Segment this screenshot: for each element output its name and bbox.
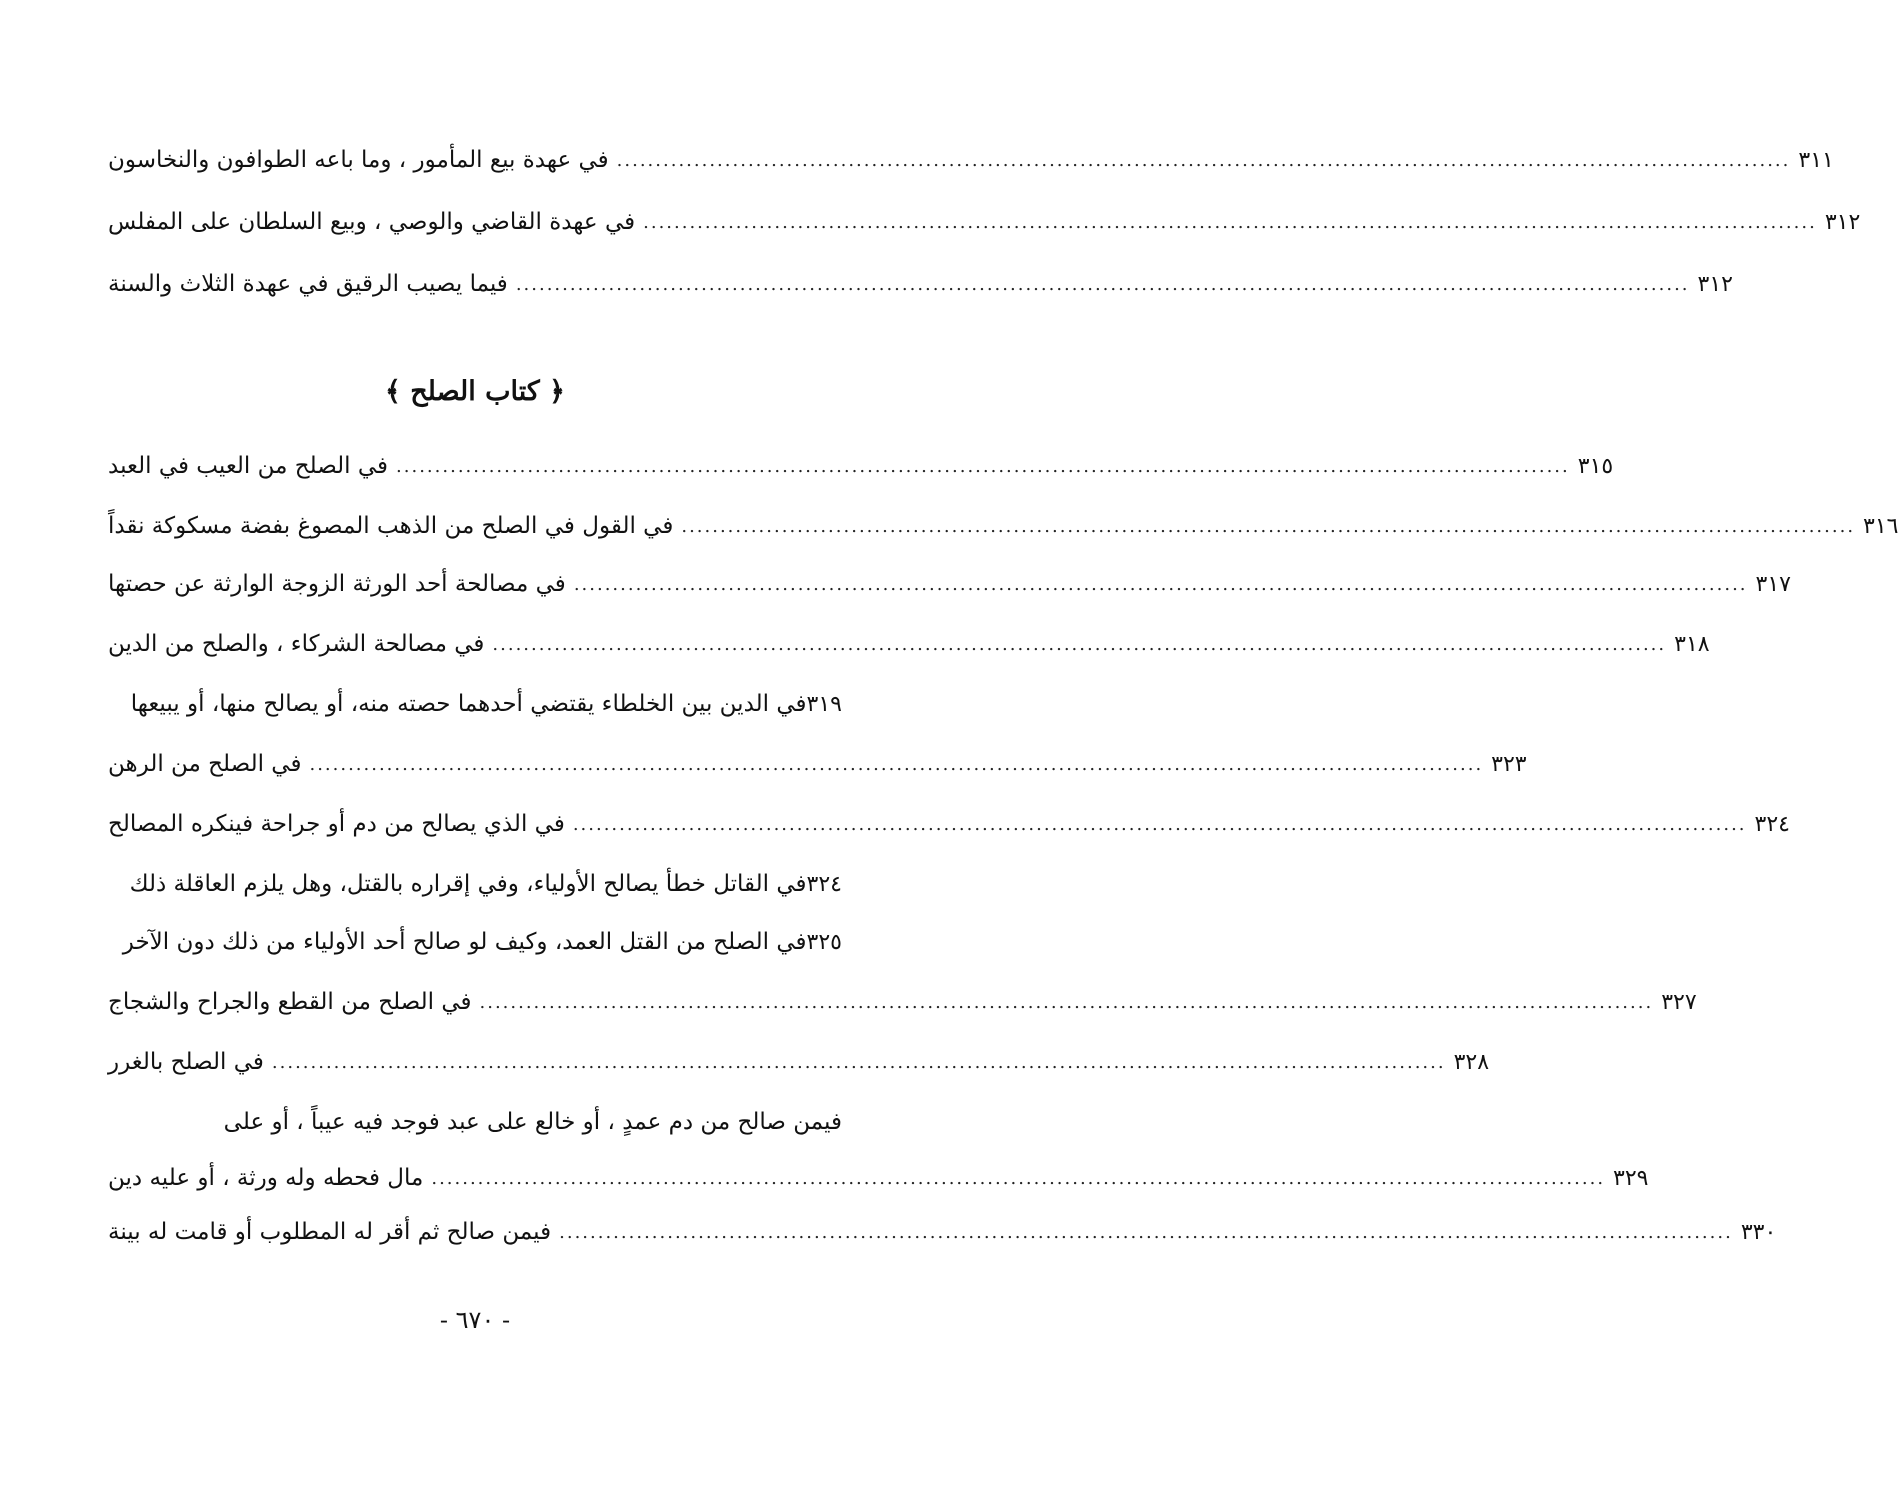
toc-entry-title: في القاتل خطأ يصالح الأولياء، وفي إقراره بالقتل، وهل يلزم العاقلة ذلك xyxy=(129,871,807,897)
dot-leader xyxy=(431,1168,1605,1189)
dot-leader xyxy=(396,456,1570,477)
toc-entry xyxy=(108,618,1710,670)
toc-entry-title: في عهدة بيع المأمور ، وما باعه الطوافون والنخاسون xyxy=(108,147,609,173)
toc-entry-page: ٣٢٥ xyxy=(806,929,842,955)
toc-entry xyxy=(108,1206,1777,1258)
toc-entry xyxy=(108,678,842,730)
toc-entry xyxy=(108,858,842,910)
toc-page xyxy=(108,0,1899,1498)
toc-entry-page: ٣١٩ xyxy=(806,691,842,717)
toc-entry xyxy=(108,196,1861,248)
toc-entry-title: في القول في الصلح من الذهب المصوغ بفضة مسكوكة نقداً xyxy=(108,513,674,539)
dot-leader xyxy=(480,992,1654,1013)
dot-leader xyxy=(681,516,1855,537)
toc-entry-page: ٣٢٨ xyxy=(1453,1049,1490,1075)
toc-entry-title: فيمن صالح من دم عمدٍ ، أو خالع على عبد فوجد فيه عيباً ، أو على xyxy=(223,1109,842,1135)
toc-entry-title: في الصلح من القتل العمد، وكيف لو صالح أحد الأولياء من ذلك دون الآخر xyxy=(122,929,807,955)
section-heading: ﴿ كتاب الصلح ﴾ xyxy=(385,376,565,407)
toc-entry-title: في مصالحة أحد الورثة الزوجة الوارثة عن حصتها xyxy=(108,571,566,597)
toc-entry xyxy=(108,1036,1490,1088)
toc-entry xyxy=(108,1096,842,1148)
dot-leader xyxy=(574,574,1748,595)
toc-entry xyxy=(108,258,1733,310)
dot-leader xyxy=(617,150,1791,171)
toc-entry-page: ٣١٦ xyxy=(1863,513,1899,539)
dot-leader xyxy=(573,814,1747,835)
dot-leader xyxy=(309,754,1483,775)
dot-leader xyxy=(559,1222,1733,1243)
toc-entry xyxy=(108,500,1899,552)
toc-entry-page: ٣٢٤ xyxy=(806,871,842,897)
page-number: - ٦٧٠ - xyxy=(439,1306,511,1334)
toc-entry xyxy=(108,738,1527,790)
toc-entry-title: فيمن صالح ثم أقر له المطلوب أو قامت له بينة xyxy=(108,1219,552,1245)
toc-entry-title: في الصلح من القطع والجراح والشجاج xyxy=(108,989,472,1015)
toc-entry-page: ٣٣٠ xyxy=(1740,1219,1777,1245)
toc-entry-page: ٣١٥ xyxy=(1577,453,1614,479)
toc-entry-page: ٣٢٧ xyxy=(1661,989,1697,1015)
toc-entry-page: ٣٢٩ xyxy=(1613,1165,1649,1191)
toc-entry-title: في الدين بين الخلطاء يقتضي أحدهما حصته منه، أو يصالح منها، أو يبيعها xyxy=(130,691,807,717)
toc-entry xyxy=(108,798,1790,850)
toc-entry-page: ٣١٧ xyxy=(1755,571,1791,597)
toc-entry-title: فيما يصيب الرقيق في عهدة الثلاث والسنة xyxy=(108,271,508,297)
toc-entry-title: في الصلح من العيب في العبد xyxy=(108,453,389,479)
toc-entry-page: ٣١١ xyxy=(1798,147,1834,173)
toc-entry xyxy=(108,976,1697,1028)
dot-leader xyxy=(516,274,1690,295)
dot-leader xyxy=(272,1052,1446,1073)
toc-entry xyxy=(108,440,1614,492)
toc-entry-title: في مصالحة الشركاء ، والصلح من الدين xyxy=(108,631,485,657)
toc-entry xyxy=(108,134,1834,186)
toc-entry xyxy=(108,916,842,968)
toc-entry-page: ٣١٢ xyxy=(1824,209,1861,235)
toc-entry-title: مال فحطه وله ورثة ، أو عليه دين xyxy=(108,1165,424,1191)
toc-entry-page: ٣٢٣ xyxy=(1491,751,1527,777)
toc-entry-page: ٣١٢ xyxy=(1697,271,1733,297)
dot-leader xyxy=(643,212,1817,233)
toc-entry-title: في عهدة القاضي والوصي ، وبيع السلطان على المفلس xyxy=(108,209,636,235)
toc-entry xyxy=(108,1152,1649,1204)
toc-entry-page: ٣٢٤ xyxy=(1754,811,1790,837)
toc-entry-page: ٣١٨ xyxy=(1674,631,1710,657)
toc-entry-title: في الصلح من الرهن xyxy=(108,751,302,777)
dot-leader xyxy=(492,634,1666,655)
toc-entry xyxy=(108,558,1791,610)
toc-entry-title: في الصلح بالغرر xyxy=(108,1049,264,1075)
toc-entry-title: في الذي يصالح من دم أو جراحة فينكره المصالح xyxy=(108,811,565,837)
